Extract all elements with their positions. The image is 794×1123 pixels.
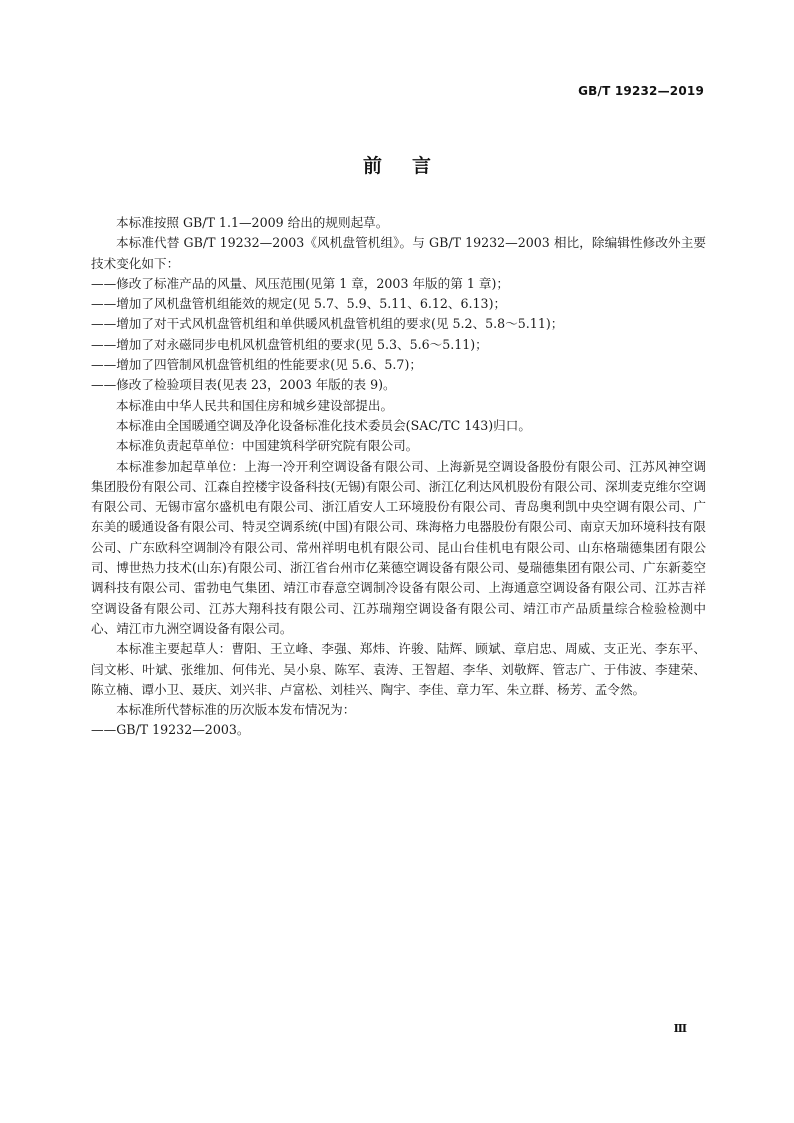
paragraph-version-history: 本标准所代替标准的历次版本发布情况为：: [116, 702, 356, 718]
change-item: ——修改了检验项目表(见表 23，2003 年版的表 9)。: [91, 377, 396, 393]
change-item: ——修改了标准产品的风量、风压范围(见第 1 章，2003 年版的第 1 章)；: [91, 275, 509, 291]
paragraph-replacement: 本标准代替 GB/T 19232—2003《风机盘管机组》。与 GB/T 19232—2003 相比，除编辑性修改外主要技术变化如下：: [91, 235, 706, 271]
document-body: [91, 213, 706, 741]
history-item: ——GB/T 19232—2003。: [91, 722, 250, 738]
paragraph-proposer: 本标准由中华人民共和国住房和城乡建设部提出。: [116, 397, 394, 413]
paragraph-committee: 本标准由全国暖通空调及净化设备标准化技术委员会(SAC/TC 143)归口。: [116, 417, 531, 433]
change-item: ——增加了四管制风机盘管机组的性能要求(见 5.6、5.7)；: [91, 357, 422, 373]
paragraph-drafting-rules: 本标准按照 GB/T 1.1—2009 给出的规则起草。: [116, 215, 389, 230]
paragraph-drafters: 本标准主要起草人：曹阳、王立峰、李强、郑炜、许骏、陆辉、顾斌、章启忠、周威、支正光、李东平、闫文彬、叶斌、张维加、何伟光、吴小泉、陈军、袁涛、王智超、李华、刘敬辉、管志广、于伟波、李建荣、陈立楠、谭小卫、聂庆、刘兴非、卢富松、刘桂兴、陶宇、李佳、章力军、朱立群、杨芳、孟令然。: [91, 641, 706, 697]
paragraph-participating-units: 本标准参加起草单位：上海一冷开利空调设备有限公司、上海新晃空调设备股份有限公司、江苏风神空调集团股份有限公司、江森自控楼宇设备科技(无锡)有限公司、浙江亿利达风机股份有限公司、深圳麦克维尔空调有限公司、无锡市富尔盛机电有限公司、浙江盾安人工环境股份有限公司、青岛奥利凯中央空调有限公司、广东美的暖通设备有限公司、特灵空调系统(中国)有限公司、珠海格力电器股份有限公司、南京天加环境科技有限公司、广东欧科空调制冷有限公司、常州祥明电机有限公司、昆山台佳机电有限公司、山东格瑞德集团有限公司、博世热力技术(山东)有限公司、浙江省台州市亿莱德空调设备有限公司、曼瑞德集团有限公司、广东新菱空调科技有限公司、雷勃电气集团、靖江市春意空调制冷设备有限公司、上海通意空调设备有限公司、江苏吉祥空调设备有限公司、江苏大翔科技有限公司、江苏瑞翔空调设备有限公司、靖江市产品质量综合检验检测中心、靖江市九洲空调设备有限公司。: [91, 458, 706, 636]
change-item: ——增加了风机盘管机组能效的规定(见 5.7、5.9、5.11、6.12、6.13)；: [91, 296, 507, 312]
change-item: ——增加了对干式风机盘管机组和单供暖风机盘管机组的要求(见 5.2、5.8～5.11)；: [91, 316, 564, 332]
page-title: 前言: [362, 155, 461, 177]
standard-number: GB/T 19232—2019: [578, 84, 704, 98]
page-number: Ⅲ: [673, 1022, 687, 1035]
paragraph-responsible-unit: 本标准负责起草单位：中国建筑科学研究院有限公司。: [116, 438, 419, 454]
change-item: ——增加了对永磁同步电机风机盘管机组的要求(见 5.3、5.6～5.11)；: [91, 336, 488, 352]
